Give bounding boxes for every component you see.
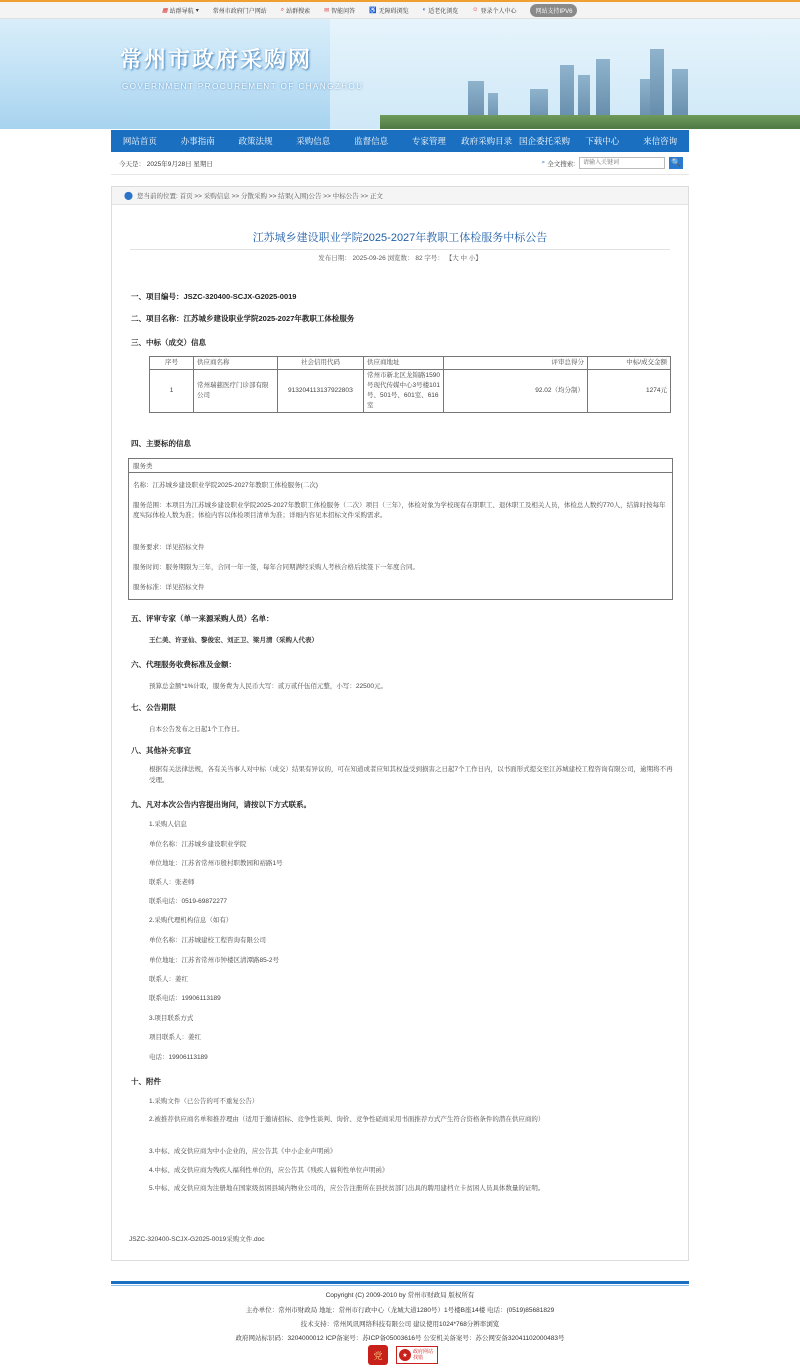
- site-subtitle: GOVERNMENT PROCUREMENT OF CHANGZHOU: [122, 82, 364, 91]
- table-header-cell: 社会信用代码: [278, 357, 364, 370]
- contact-line: 项目联系人：姜红: [149, 1034, 201, 1041]
- title-divider: [130, 249, 670, 250]
- contact-line: 联系人：姜红: [149, 976, 188, 983]
- section-main-items: 四、主要标的信息: [131, 439, 191, 448]
- table-header-cell: 中标/成交金额: [588, 357, 671, 370]
- section-contact: 九、凡对本次公告内容提出询问，请按以下方式联系。: [131, 800, 311, 809]
- site-title: 常州市政府采购网: [120, 48, 313, 73]
- search-button[interactable]: 🔍: [669, 157, 683, 169]
- footer-badges: [368, 1345, 438, 1365]
- service-time: 服务时间：服务期限为三年，合同一年一签，每年合同期满经采购人考核合格后续签下一年度合同。: [133, 564, 419, 571]
- gov-badge-text: 政府网站 找错: [413, 1349, 434, 1361]
- search-icon: ⌕: [280, 6, 285, 13]
- contact-line: 单位地址：江苏省常州市殷村职教园和裕路1号: [149, 860, 283, 867]
- site-banner: [0, 19, 800, 129]
- table-cell: 91320411313792280З: [278, 370, 364, 413]
- contact-line: 电话：19906113189: [149, 1054, 208, 1061]
- table-header-row: [150, 357, 671, 370]
- today-date: 今天是： 2025年9月28日 星期日: [119, 161, 213, 168]
- footer-host: 主办单位：常州市财政局 地址：常州市行政中心（龙城大道1280号）1号楼B座14楼 电话：(0519)85681829: [245, 1307, 555, 1314]
- accessibility-icon: ♿: [369, 7, 377, 14]
- period-text: 自本公告发布之日起1个工作日。: [149, 726, 244, 733]
- section-other: 八、其他补充事宜: [131, 746, 191, 755]
- contact-line: 联系电话：0519-69872277: [149, 898, 228, 905]
- section-project-name: 二、项目名称：江苏城乡建设职业学院2025-2027年教职工体检服务: [131, 314, 355, 323]
- topbar-link-elder[interactable]: ◐ 适老化浏览: [422, 7, 459, 15]
- attachment-item: 1.采购文件（已公告的可不重复公告）: [149, 1098, 259, 1105]
- search-input[interactable]: [579, 157, 665, 169]
- contact-line: 单位地址：江苏省常州市钟楼区清潭路85-2号: [149, 957, 280, 964]
- gov-site-error-report-badge[interactable]: [396, 1346, 438, 1364]
- attachment-file-link[interactable]: JSZC-320400-SCJX-G2025-0019采购文件.doc: [129, 1236, 265, 1243]
- service-name: 名称：江苏城乡建设职业学院2025-2027年教职工体检服务(二次): [133, 482, 318, 489]
- chevron-down-icon: ▾: [195, 7, 199, 14]
- table-cell: 常州瑞慈医疗门诊部有限公司: [194, 370, 278, 413]
- breadcrumb: [112, 187, 688, 205]
- contact-line: 1.采购人信息: [149, 821, 187, 828]
- article-meta: 发布日期： 2025-09-26 浏览数： 82 字号： 【大 中 小】: [318, 255, 482, 262]
- contact-line: 联系电话：19906113189: [149, 995, 221, 1002]
- nav-item-guide[interactable]: 办事指南: [180, 136, 215, 146]
- service-standard: 服务标准：详见招标文件: [133, 584, 205, 591]
- section-attachments: 十、附件: [131, 1077, 161, 1086]
- article-container: [111, 186, 689, 1261]
- nav-item-policy[interactable]: 政策法规: [238, 136, 273, 146]
- gov-emblem-icon: ★: [399, 1349, 411, 1361]
- table-cell: 1: [150, 370, 194, 413]
- footer-tech: 技术支持：常州风讯网络科技有限公司 建议使用1024*768分辨率浏览: [300, 1321, 500, 1328]
- location-pin-icon: ⬤: [124, 191, 133, 200]
- topbar-link-login[interactable]: ☺ 登录个人中心: [472, 7, 517, 15]
- user-icon: ☺: [472, 7, 479, 13]
- search-label: ⌕ 全文搜索:: [541, 159, 575, 168]
- search-area: [542, 157, 683, 169]
- topbar-link-portal[interactable]: 常州市政府门户网站: [212, 8, 267, 15]
- table-header-cell: 供应商名称: [194, 357, 278, 370]
- fee-text: 预算总金额*1%计取，服务费为人民币大写：贰万贰仟伍佰元整，小写：22500元。: [149, 683, 387, 690]
- date-bar: [111, 153, 689, 175]
- section-experts: 五、评审专家（单一来源采购人员）名单：: [131, 614, 274, 623]
- footer-ids: 政府网站标识码：3204000012 ICP备案号：苏ICP备05003616号 公安机关备案号：苏公网安备32041102000483号: [235, 1335, 565, 1342]
- topbar-link-qa[interactable]: ✉ 智能问答: [324, 7, 356, 15]
- award-table: [149, 356, 671, 413]
- section-fee: 六、代理服务收费标准及金额：: [131, 660, 236, 669]
- breadcrumb-text: 您当前的位置: 首页 >> 采购信息 >> 分散采购 >> 结果(入围)公告 >> 中标公告 >> 正文: [136, 193, 383, 200]
- top-accent-line: [0, 0, 800, 2]
- section-award-info: 三、中标（成交）信息: [131, 338, 206, 347]
- service-info-box: [128, 458, 673, 600]
- contact-line: 3.项目联系方式: [149, 1015, 194, 1022]
- nav-item-soe[interactable]: 国企委托采购: [518, 136, 570, 146]
- nav-item-download[interactable]: 下载中心: [585, 136, 620, 146]
- footer-copyright: Copyright (C) 2009-2010 by 常州市财政局 版权所有: [325, 1292, 475, 1299]
- table-header-cell: 供应商地址: [364, 357, 444, 370]
- grid-icon: ▦: [162, 7, 168, 14]
- contact-line: 联系人：张老师: [149, 879, 195, 886]
- nav-item-consult[interactable]: 来信咨询: [643, 136, 678, 146]
- service-scope: 服务范围：本项目为江苏城乡建设职业学院2025-2027年教职工体检服务（二次）项目（三年），体检对象为学校现有在职职工、退休职工及相关人员，体检总人数约770人，结算时按每年度实际体检人数为准；体检内容以体检项目清单为准；详细内容见本招标文件采购需求。: [133, 502, 666, 519]
- top-strip: [0, 0, 800, 19]
- other-text: 根据有关法律法规，各有关当事人对中标（成交）结果有异议的，可在知道或者应知其权益受到损害之日起7个工作日内，以书面形式提交至江苏城建校工程咨询有限公司，逾期将不再受理。: [149, 766, 673, 784]
- attachment-item: 5.中标、成交供应商为注册地在国家级贫困县域内物业公司的，应公告注册所在县扶贫部门出具的聘用建档立卡贫困人员具体数量的证明。: [149, 1185, 545, 1192]
- nav-item-experts[interactable]: 专家管理: [411, 136, 446, 146]
- attachment-item: 4.中标、成交供应商为残疾人福利性单位的，应公告其《残疾人福利性单位声明函》: [149, 1167, 389, 1174]
- topbar-link-search[interactable]: ⌕ 站群搜索: [280, 6, 311, 15]
- section-period: 七、公告期限: [131, 703, 176, 712]
- page-title: 江苏城乡建设职业学院2025-2027年教职工体检服务中标公告: [252, 232, 548, 244]
- nav-item-procurement-info[interactable]: 采购信息: [296, 136, 331, 146]
- experts-list: 王仁美、许亚仙、黎俊宏、刘正卫、梁月清（采购人代表）: [149, 637, 318, 644]
- attachment-item: 2.被推荐供应商名单和推荐理由（适用于邀请招标、竞争性谈判、询价、竞争性磋商采用书面推荐方式产生符合资格条件的潜在供应商的）: [149, 1116, 545, 1123]
- footer-divider: [111, 1281, 689, 1284]
- service-requirement: 服务要求：详见招标文件: [133, 544, 205, 551]
- nav-item-home[interactable]: 网站首页: [122, 136, 157, 146]
- nav-item-supervision[interactable]: 监督信息: [354, 136, 389, 146]
- table-row: [150, 370, 671, 413]
- attachment-item: 3.中标、成交供应商为中小企业的，应公告其《中小企业声明函》: [149, 1148, 337, 1155]
- contact-line: 2.采购代理机构信息（如有）: [149, 917, 233, 924]
- topbar-link-accessibility[interactable]: ♿ 无障碍浏览: [369, 7, 409, 15]
- top-links: [162, 3, 577, 17]
- service-box-header: 服务类: [129, 459, 672, 473]
- topbar-link-site-nav[interactable]: ▦ 站群导航 ▾: [162, 7, 199, 15]
- skyline-park: [380, 115, 800, 129]
- table-cell: 92.02（均分制）: [444, 370, 588, 413]
- chat-icon: ✉: [324, 7, 330, 14]
- search-icon: ⌕: [541, 159, 546, 166]
- contact-line: 单位名称：江苏城乡建设职业学院: [149, 841, 247, 848]
- table-header-cell: 评审总得分: [444, 357, 588, 370]
- party-badge-icon[interactable]: 党: [368, 1345, 388, 1365]
- section-project-number: 一、项目编号：JSZC-320400-SCJX-G2025-0019: [131, 292, 297, 301]
- contact-line: 单位名称：江苏城建校工程咨询有限公司: [149, 937, 266, 944]
- footer-divider-light: [111, 1285, 689, 1286]
- table-cell: 1274元: [588, 370, 671, 413]
- table-header-cell: 序号: [150, 357, 194, 370]
- nav-item-catalog[interactable]: 政府采购目录: [461, 136, 513, 146]
- table-cell: 常州市新北区龙锦路1590号现代传媒中心3号楼101号、501号、601室、616室: [364, 370, 444, 413]
- main-nav: [111, 130, 689, 152]
- ipv6-badge: 网站支持IPV6: [530, 4, 577, 17]
- elder-icon: ◐: [422, 7, 427, 13]
